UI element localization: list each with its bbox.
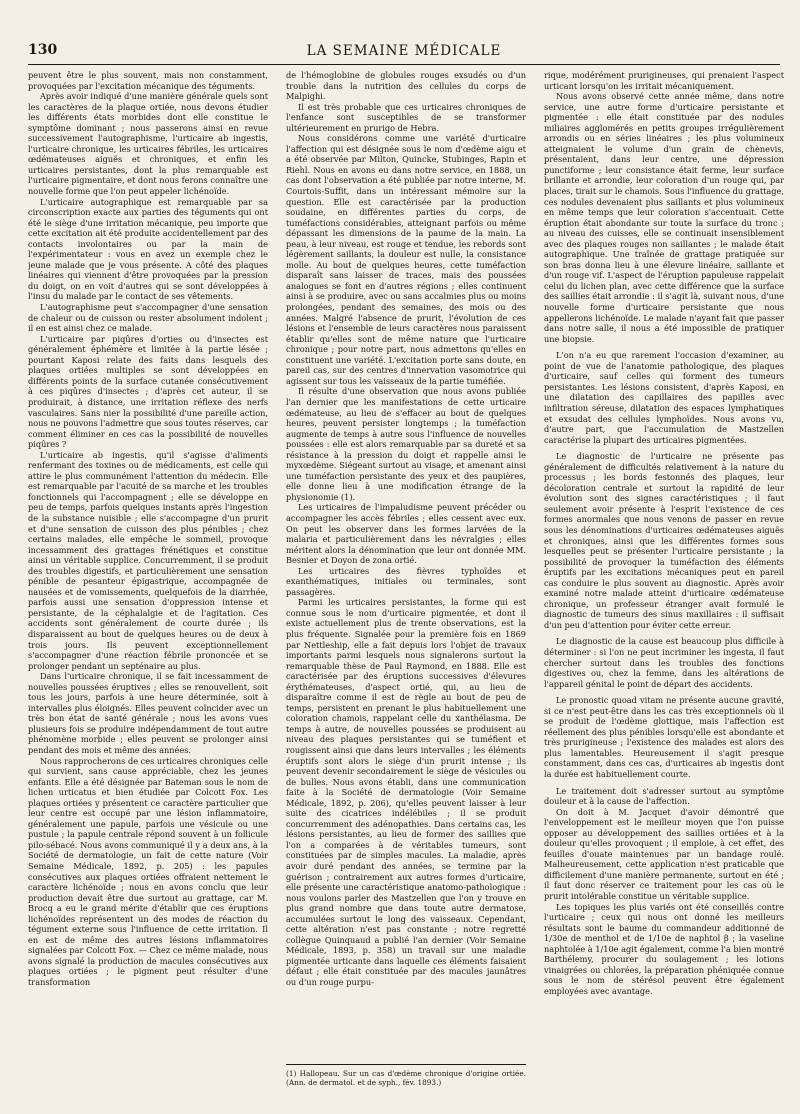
text-column-right [544, 70, 784, 1110]
paragraph: L'urticaire autographique est remarquable par sa circonscription exacte aux parties des téguments qui ont été le siège d'une irritation mécanique, peu importe que cette excitation ait été produite accidentellement par des contacts involontaires ou par la main de l'expérimentateur : vous en avez un exemple chez le jeune malade que je vous présente. A côté des plaques linéaires qui viennent d'être provoquées par la pression du doigt, on en voit d'autres qui se sont développées à l'insu du malade par le contact de ses vêtements. [28, 196, 268, 302]
paragraph: L'on n'a eu que rarement l'occasion d'examiner, au point de vue de l'anatomie pathologique, des plaques d'urticaire, sauf celles qui forment des tumeurs persistantes. Les lésions consistent, d'après Kaposi, en une dilatation des capillaires des papilles avec infiltration séreuse, dilatation des espaces lymphatiques et exsudat des cellules lymphoïdes. Nous avons vu, d'autre part, que l'accumulation de Mastzellen caractérise la plupart des urticaires pigmentées. [544, 350, 784, 445]
paragraph: de l'hémoglobine de globules rouges exsudés ou d'un trouble dans la nutrition des cellules du corps de Malpighi. [286, 70, 526, 102]
paragraph: Le traitement doit s'adresser surtout au symptôme douleur et à la cause de l'affection. [544, 785, 784, 807]
paragraph: Nous considérons comme une variété d'urticaire l'affection qui est désignée sous le nom d'œdème aigu et a été observée par Milton, Quincke, Stubinges, Rapin et Riehl. Nous en avons eu dans notre service, en 1888, un cas dont l'observation a été publiée par notre interne, M. Courtois-Suffit, dans un intéressant mémoire sur la question. Elle est caractérisée par la production soudaine, en différentes parties du corps, de tuméfactions considérables, atteignant parfois ou même dépassant les dimensions de la paume de la main. La peau, à leur niveau, est rouge et tendue, les rebords sont légèrement saillants, la douleur est nulle, la consistance molle. Au bout de quelques heures, cette tuméfaction disparaît sans laisser de traces, mais des poussées analogues se font en d'autres régions ; elles continuent ainsi à se produire, avec ou sans accalmies plus ou moins prolongées, pendant des semaines, des mois ou des années. Malgré l'absence de prurit, l'évolution de ces lésions et l'ensemble de leurs caractères nous paraissent établir qu'elles sont de même nature que l'urticaire chronique ; pour notre part, nous admettons qu'elles en constituent une variété. L'excitation porte sans doute, en pareil cas, sur des centres d'innervation vasomotrice qui agissent sur tous les vaisseaux de la partie tuméfiée. [286, 133, 526, 386]
paragraph: Nous rapprocherons de ces urticaires chroniques celle qui survient, sans cause appréciable, chez les jeunes enfants. Elle a été désignée par Bateman sous le nom de lichen urticatus et bien étudiée par Colcott Fox. Les plaques ortiées y présentent ce caractère particulier que leur centre est occupé par une lésion inflammatoire, généralement une papule, parfois une vésicule ou une pustule ; la papule centrale répond souvent à un follicule pilo-sébacé. Nous avons communiqué il y a deux ans, à la Société de dermatologie, un fait de cette nature (Voir Semaine Médicale, 1892, p. 205) : les papules consécutives aux plaques ortiées offraient nettement le caractère lichénoïde ; nous en avons conclu que leur production devait être due surtout au grattage, car M. Brocq a eu le grand mérite d'établir que ces éruptions lichénoïdes représentent un des modes de réaction du tégument externe sous l'influence de cette irritation. Il en est de même des autres lésions inflammatoires signalées par Colcott Fox. — Chez ce même malade, nous avons signalé la production de macules consécutives aux plaques ortiées ; le pigment peut résulter d'une transformation [28, 755, 268, 988]
paragraph: Il est très probable que ces urticaires chroniques de l'enfance sont susceptibles de se transformer ultérieurement en prurigo de Hebra. [286, 101, 526, 133]
paragraph: Dans l'urticaire chronique, il se fait incessamment de nouvelles poussées éruptives ; elles se renouvellent, soit tous les jours, parfois à une heure déterminée, soit à intervalles plus éloignés. Elles peuvent coïncider avec un très bon état de santé générale ; nous les avons vues plusieurs fois se produire indépendamment de tout autre phénomène morbide ; elles peuvent se prolonger ainsi pendant des mois et même des années. [28, 671, 268, 755]
paragraph: Le diagnostic de la cause est beaucoup plus difficile à déterminer : si l'on ne peut incriminer les ingesta, il faut chercher surtout dans les troubles des fonctions digestives ou, chez la femme, dans les altérations de l'appareil génital le point de départ des accidents. [544, 636, 784, 689]
paragraph: L'urticaire ab ingestis, qu'il s'agisse d'aliments renfermant des toxines ou de médicaments, est celle qui attire le plus communément l'attention du médecin. Elle est remarquable par l'acuité de sa marche et les troubles fonctionnels qui l'accompagnent ; elle se développe en peu de temps, parfois quelques instants après l'ingestion de la substance nuisible ; elle s'accompagne d'un prurit et d'une sensation de cuisson des plus pénibles ; chez certains malades, elle empêche le sommeil, provoque incessamment des grattages frénétiques et constitue ainsi un véritable supplice. Concurremment, il se produit des troubles digestifs, et particulièrement une sensation pénible de pesanteur épigastrique, accompagnée de nausées et de vomissements, quelquefois de la diarrhée, parfois aussi une sensation d'oppression intense et persistante, de la céphalalgie et de l'agitation. Ces accidents sont généralement de courte durée ; ils disparaissent au bout de quelques heures ou de deux à trois jours. Ils peuvent exceptionnellement s'accompagner d'une réaction fébrile prononcée et se prolonger pendant un septénaire au plus. [28, 449, 268, 671]
paragraph: rique, modérément prurigineuses, qui prenaient l'aspect urticant lorsqu'on les irritait mécaniquement. [544, 70, 784, 91]
header-rule [28, 64, 780, 65]
paragraph: Après avoir indiqué d'une manière générale quels sont les caractères de la plaque ortiée, nous devons étudier les différents états morbides dont elle constitue le symptôme dominant ; nous passerons ainsi en revue successivement l'autographisme, l'urticaire ab ingestis, l'urticaire chronique, les urticaires fébriles, les urticaires œdémateuses aiguës et chroniques, et enfin les urticaires persistantes, dont la plus remarquable est l'urticaire pigmentaire, et dont nous ferons connaître une nouvelle forme que l'on peut appeler lichénoïde. [28, 91, 268, 197]
page-header [28, 42, 780, 62]
paragraph: Les urticaires des fièvres typhoïdes et exanthématiques, initiales ou terminales, sont passagères. [286, 565, 526, 597]
paragraph: On doit à M. Jacquet d'avoir démontré que l'enveloppement est le meilleur moyen que l'on puisse opposer au développement des saillies ortiées et à la douleur qu'elles provoquent ; il emploie, à cet effet, des feuilles d'ouate maintenues par un bandage roulé. Malheureusement, cette application n'est praticable que difficilement d'une manière permanente, surtout en été ; il faut donc réserver ce traitement pour les cas où le prurit intolérable constitue un véritable supplice. [544, 806, 784, 902]
text-column-middle [286, 70, 526, 1055]
paragraph: Les topiques les plus variés ont été conseillés contre l'urticaire ; ceux qui nous ont donné les meilleurs résultats sont le baume du commandeur additionné de 1/30e de menthol et de 1/10e de naphtol β ; la vaseline naphtolée à 1/10e agit également, comme l'a bien montré Barthélemy, procurer du soulagement ; les lotions vinaigrées ou chlorées, la préparation phéniquée connue sous le nom de stérésol peuvent être également employées avec avantage. [544, 901, 784, 996]
paragraph: Le diagnostic de l'urticaire ne présente pas généralement de difficultés relativement à la nature du processus ; les bords festonnés des plaques, leur décoloration centrale et surtout la rapidité de leur évolution sont des signes caractéristiques ; il faut seulement avoir présente à l'esprit l'existence de ces formes anormales que nous venons de passer en revue sous les dénominations d'urticaires œdémateuses aiguës et chroniques, ainsi que les différentes formes sous lesquelles peut se présenter l'urticaire persistante ; la possibilité de provoquer la tuméfaction des éléments éruptifs par les excitations mécaniques peut en pareil cas conduire le plus souvent au diagnostic. Après avoir examiné notre malade atteint d'urticaire œdémateuse chronique, un professeur étranger avait formulé le diagnostic de tumeurs des sinus maxillaires : il suffisait d'un peu d'attention pour éviter cette erreur. [544, 451, 784, 630]
paragraph: Les urticaires de l'impaludisme peuvent précéder ou accompagner les accès fébriles ; elles cessent avec eux. On peut les observer dans les formes larvées de la malaria et particulièrement dans les névralgies ; elles méritent alors la dénomination que leur ont donnée MM. Besnier et Doyon de zona ortié. [286, 502, 526, 566]
paragraph: Il résulte d'une observation que nous avons publiée l'an dernier que les manifestations de cette urticaire œdémateuse, au lieu de s'effacer au bout de quelques heures, peuvent persister longtemps ; la tuméfaction augmente de temps à autre sous l'influence de nouvelles poussées : elle est alors remarquable par sa dureté et sa résistance à la pression du doigt et rappelle ainsi le myxœdème. Siégeant surtout au visage, et amenant ainsi une tuméfaction persistante des yeux et des paupières, elle donne lieu à une modification étrange de la physionomie (1). [286, 386, 526, 502]
page-number: 130 [28, 42, 58, 58]
running-title: LA SEMAINE MÉDICALE [306, 43, 502, 59]
paragraph: Le pronostic quoad vitam ne présente aucune gravité, si ce n'est peut-être dans les cas très exceptionnels où il se produit de l'œdème glottique, mais l'affection est réellement des plus pénibles lorsqu'elle est abondante et très prurigineuse ; l'existence des malades est alors des plus lamentables. Heureusement il s'agit presque constamment, dans ces cas, d'urticaires ab ingestis dont la durée est habituellement courte. [544, 695, 784, 779]
paragraph: L'autographisme peut s'accompagner d'une sensation de chaleur ou de cuisson ou rester absolument indolent ; il en est ainsi chez ce malade. [28, 302, 268, 334]
footnote: (1) Hallopeau. Sur un cas d'œdème chronique d'origine ortiée. (Ann. de dermatol. et de syph., fév. 1893.) [286, 1064, 526, 1087]
text-column-left [28, 70, 268, 1110]
paragraph: peuvent être le plus souvent, mais non constamment, provoquées par l'excitation mécanique des téguments. [28, 70, 268, 91]
paragraph: L'urticaire par piqûres d'orties ou d'insectes est généralement éphémère et limitée à la partie lésée ; pourtant Kaposi relate des faits dans lesquels des plaques ortiées multiples se sont développées en différents points de la surface cutanée consécutivement à ces piqûres d'insectes ; d'après cet auteur, il se produirait, à distance, une irritation réflexe des nerfs vasculaires. Sans nier la possibilité d'une pareille action, nous ne pouvons l'admettre que sous toutes réserves, car comment éliminer en ces cas la possibilité de nouvelles piqûres ? [28, 333, 268, 450]
paragraph: Parmi les urticaires persistantes, la forme qui est connue sous le nom d'urticaire pigmentée, et dont il existe actuellement plus de trente observations, est la plus fréquente. Signalée pour la première fois en 1869 par Nettleship, elle a fait depuis lors l'objet de travaux importants parmi lesquels nous signalerons surtout la remarquable thèse de Paul Raymond, en 1888. Elle est caractérisée par des éruptions successives d'élevures érythémateuses, d'aspect ortié, qui, au lieu de disparaître comme il est de règle au bout de peu de temps, persistent en prenant le plus habituellement une coloration chamois, rappelant celle du xanthélasma. De temps à autre, de nouvelles poussées se produisent au niveau des plaques persistantes qui se tuméfient et rougissent ainsi que dans leurs intervalles ; les éléments éruptifs sont alors le siège d'un prurit intense ; ils peuvent devenir secondairement le siège de vésicules ou de bulles. Nous avons établi, dans une communication faite à la Société de dermatologie (Voir Semaine Médicale, 1892, p. 206), qu'elles peuvent laisser à leur suite des cicatrices indélébiles ; il se produit concurremment des adénopathies. Dans certains cas, les lésions persistantes, au lieu de former des saillies que l'on a comparées à de véritables tumeurs, sont constituées par de simples macules. La maladie, après avoir duré pendant des années, se termine par la guérison ; contrairement aux autres formes d'urticaire, elle présente une caractéristique anatomo-pathologique : nous voulons parler des Mastzellen que l'on y trouve en plus grand nombre que dans toute autre dermatose, accumulées surtout le long des vaisseaux. Cependant, cette altération n'est pas constante ; notre regretté collègue Quinquaud a publié l'an dernier (Voir Semaine Médicale, 1893, p. 358) un travail sur une maladie pigmentée urticante dans laquelle ces éléments faisaient défaut ; elle était constituée par des macules jaunâtres ou d'un rouge purpu- [286, 597, 526, 988]
paragraph: Nous avons observé cette année même, dans notre service, une autre forme d'urticaire persistante et pigmentée : elle était constituée par des nodules miliaires agglomérés en petits groupes irrégulièrement arrondis ou en séries linéaires ; les plus volumineux atteignaient le volume d'un grain de chènevis, présentaient, dans leur centre, une dépression punctiforme ; leur consistance était ferme, leur surface brillante et arrondie, leur coloration d'un rouge qui, par places, tirait sur le chamois. Sous l'influence du grattage, ces nodules devenaient plus saillants et plus volumineux en même temps que leur coloration s'accentuait. Cette éruption était abondante sur toute la surface du tronc ; au niveau des cuisses, elle se continuait insensiblement avec des plaques rouges non saillantes ; le malade était autographique. Une traînée de grattage pratiquée sur son bras donna lieu à une élevure linéaire, saillante et d'un rouge vif. L'aspect de l'éruption papuleuse rappelait celui du lichen plan, avec cette différence que la surface des saillies était arrondie : il s'agit là, suivant nous, d'une nouvelle forme d'urticaire persistante que nous appellerons lichénoïde. Le malade n'ayant fait que passer dans notre salle, il nous a été impossible de pratiquer une biopsie. [544, 91, 784, 344]
